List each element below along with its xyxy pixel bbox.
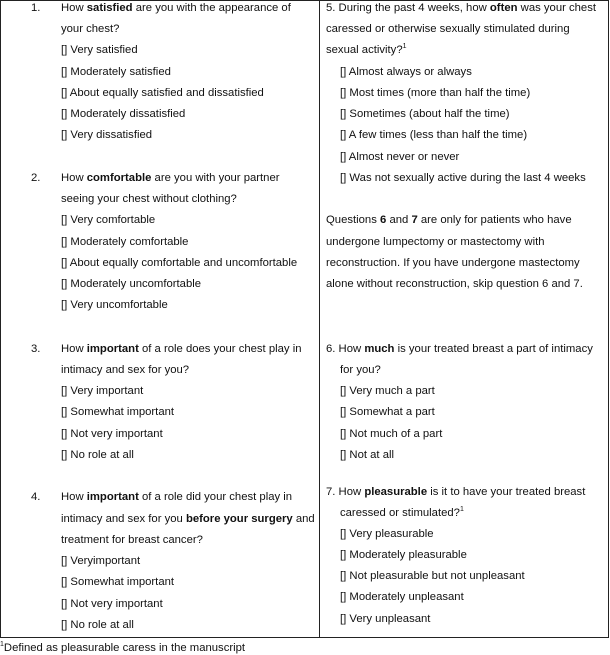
instruction-line: reconstruction. If you have undergone mastectomy [326, 257, 580, 269]
answer-option[interactable]: [] Very pleasurable [340, 528, 434, 540]
footnote-marker: 1 [459, 506, 464, 513]
answer-option[interactable]: [] A few times (less than half the time) [340, 129, 528, 141]
question-text-line: treatment for breast cancer? [61, 534, 203, 546]
right-column [320, 0, 609, 638]
instruction-line: alone without reconstruction, skip question 6 and 7. [326, 278, 583, 290]
question-text-line: 5. During the past 4 weeks, how often was your chest [326, 2, 596, 14]
question-text-line: caressed or stimulated?$^1$ [340, 506, 464, 519]
answer-option[interactable]: [] Not pleasurable but not unpleasant [340, 570, 525, 582]
answer-option[interactable]: [] Somewhat important [61, 576, 175, 588]
question-text-line: your chest? [61, 23, 120, 35]
footnote-text: Defined as pleasurable caress in the manuscript [3, 642, 246, 654]
question-text-line: How comfortable are you with your partner [61, 172, 280, 184]
question-text-line: for you? [340, 364, 381, 376]
answer-option[interactable]: [] Moderately pleasurable [340, 549, 467, 561]
answer-option[interactable]: [] Sometimes (about half the time) [340, 108, 510, 120]
question-text-line: How satisfied are you with the appearance of [61, 2, 291, 14]
answer-option[interactable]: [] Somewhat a part [340, 406, 435, 418]
answer-option[interactable]: [] Not much of a part [340, 428, 443, 440]
question-text-line: How important of a role did your chest play in [61, 491, 293, 503]
answer-option[interactable]: [] About equally comfortable and uncomfortable [61, 257, 298, 269]
answer-option[interactable]: [] Very satisfied [61, 44, 138, 56]
answer-option[interactable]: [] Almost always or always [340, 66, 472, 78]
answer-option[interactable]: [] Not very important [61, 598, 163, 610]
question-text-line: 6. How much is your treated breast a part of intimacy [326, 343, 593, 355]
answer-option[interactable]: [] Very much a part [340, 385, 435, 397]
answer-option[interactable]: [] Very important [61, 385, 144, 397]
question-text-line: sexual activity?$^1$ [326, 43, 407, 56]
answer-option[interactable]: [] Not at all [340, 449, 394, 461]
question-text-line: seeing your chest without clothing? [61, 193, 237, 205]
answer-option[interactable]: [] Somewhat important [61, 406, 175, 418]
footnote-marker: 1 [402, 43, 407, 50]
answer-option[interactable]: [] Moderately unpleasant [340, 591, 464, 603]
question-text-line: intimacy and sex for you before your surgery and [61, 513, 315, 525]
question-text-line: intimacy and sex for you? [61, 364, 190, 376]
answer-option[interactable]: [] Very unpleasant [340, 613, 431, 625]
instruction-line: Questions 6 and 7 are only for patients who have [326, 214, 572, 226]
footnote [0, 641, 245, 655]
answer-option[interactable]: [] Moderately satisfied [61, 66, 171, 78]
question-text-line: caressed or otherwise sexually stimulated during [326, 23, 570, 35]
footnote-marker: 1 [0, 641, 4, 648]
answer-option[interactable]: [] Almost never or never [340, 151, 460, 163]
answer-option[interactable]: [] No role at all [61, 619, 134, 631]
answer-option[interactable]: [] Veryimportant [61, 555, 141, 567]
answer-option[interactable]: [] Moderately comfortable [61, 236, 189, 248]
question-number: 1. [31, 2, 41, 14]
answer-option[interactable]: [] Not very important [61, 428, 163, 440]
answer-option[interactable]: [] Very uncomfortable [61, 299, 168, 311]
answer-option[interactable]: [] Very comfortable [61, 214, 156, 226]
answer-option[interactable]: [] Moderately uncomfortable [61, 278, 202, 290]
answer-option[interactable]: [] No role at all [61, 449, 134, 461]
question-number: 2. [31, 172, 41, 184]
question-text-line: How important of a role does your chest play in [61, 343, 302, 355]
question-number: 4. [31, 491, 41, 503]
answer-option[interactable]: [] Most times (more than half the time) [340, 87, 531, 99]
question-number: 3. [31, 343, 41, 355]
answer-option[interactable]: [] Very dissatisfied [61, 129, 153, 141]
answer-option[interactable]: [] Was not sexually active during the last 4 weeks [340, 172, 586, 184]
answer-option[interactable]: [] Moderately dissatisfied [61, 108, 186, 120]
question-text-line: 7. How pleasurable is it to have your treated breast [326, 486, 586, 498]
answer-option[interactable]: [] About equally satisfied and dissatisfied [61, 87, 264, 99]
instruction-line: undergone lumpectomy or mastectomy with [326, 236, 545, 248]
